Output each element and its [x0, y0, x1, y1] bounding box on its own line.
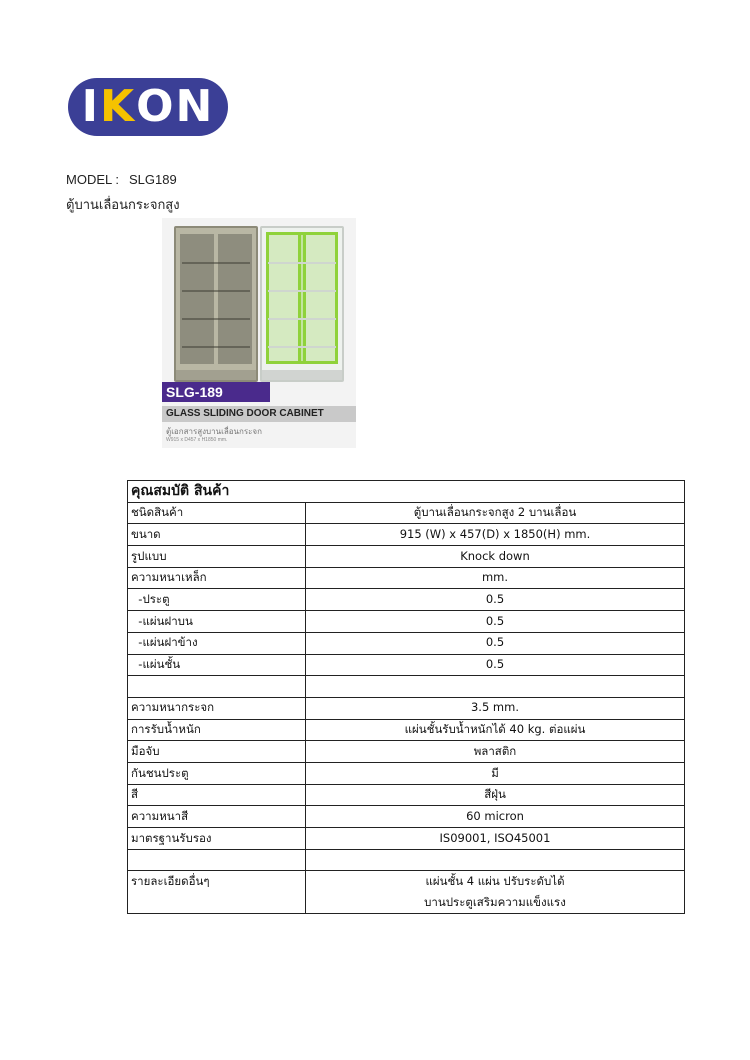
- spec-row: [128, 524, 685, 546]
- cabinet-shelf: [182, 346, 250, 348]
- spec-label: การรับน้ำหนัก: [128, 719, 306, 741]
- spec-value: Knock down: [306, 546, 685, 568]
- spec-label: [128, 849, 306, 871]
- spec-label: ขนาด: [128, 524, 306, 546]
- product-thai-caption: ตู้เอกสารสูงบานเลื่อนกระจก: [166, 427, 262, 436]
- spec-label: มาตรฐานรับรอง: [128, 828, 306, 850]
- spec-label: มือจับ: [128, 741, 306, 763]
- spec-label: [128, 892, 306, 913]
- cabinet-shelf: [182, 262, 250, 264]
- spec-label: รายละเอียดอื่นๆ: [128, 871, 306, 892]
- spec-label: -แผ่นชั้น: [128, 654, 306, 676]
- spec-row: [128, 762, 685, 784]
- spec-label: กันชนประตู: [128, 762, 306, 784]
- cabinet-shelf: [182, 318, 250, 320]
- model-line: [66, 172, 177, 187]
- spec-table: [127, 480, 685, 914]
- spec-label: [128, 676, 306, 698]
- spec-value: 0.5: [306, 589, 685, 611]
- spec-row: [128, 892, 685, 913]
- spec-row: [128, 697, 685, 719]
- logo-letters-on: ON: [136, 81, 215, 132]
- product-dimensions: W915 x D457 x H1850 mm.: [166, 437, 228, 443]
- cabinet-base: [176, 370, 256, 380]
- spec-value: มี: [306, 762, 685, 784]
- product-badge: SLG-189: [162, 382, 270, 402]
- product-image: [162, 218, 356, 448]
- cabinet-shelf: [268, 290, 336, 292]
- spec-value: 0.5: [306, 611, 685, 633]
- cabinet-shelf: [268, 262, 336, 264]
- cabinet-shelf: [268, 346, 336, 348]
- spec-row: [128, 654, 685, 676]
- product-subtitle: ตู้บานเลื่อนกระจกสูง: [66, 198, 180, 213]
- spec-row: [128, 589, 685, 611]
- spec-value: 915 (W) x 457(D) x 1850(H) mm.: [306, 524, 685, 546]
- spec-value: แผ่นชั้นรับน้ำหนักได้ 40 kg. ต่อแผ่น: [306, 719, 685, 741]
- spec-label: สี: [128, 784, 306, 806]
- spec-value: พลาสติก: [306, 741, 685, 763]
- model-label: MODEL :: [66, 172, 119, 187]
- cabinet-base: [262, 370, 342, 380]
- spec-header: คุณสมบัติ สินค้า: [128, 481, 685, 503]
- spec-row: [128, 849, 685, 871]
- logo-letter-k: K: [100, 81, 137, 132]
- green-cabinet: [260, 226, 344, 382]
- spec-row: [128, 546, 685, 568]
- spec-value: mm.: [306, 567, 685, 589]
- spec-label: -แผ่นฝาบน: [128, 611, 306, 633]
- spec-label: ความหนาเหล็ก: [128, 567, 306, 589]
- spec-value: สีฝุ่น: [306, 784, 685, 806]
- spec-row: [128, 828, 685, 850]
- spec-value: บานประตูเสริมความแข็งแรง: [306, 892, 685, 913]
- cabinet-door-right: [218, 234, 252, 364]
- spec-label: -ประตู: [128, 589, 306, 611]
- spec-row: [128, 611, 685, 633]
- spec-header-row: [128, 481, 685, 503]
- cabinet-door-right: [298, 232, 338, 364]
- spec-row: [128, 676, 685, 698]
- spec-value: แผ่นชั้น 4 แผ่น ปรับระดับได้: [306, 871, 685, 892]
- ikon-logo: [68, 78, 228, 136]
- spec-label: -แผ่นฝาข้าง: [128, 632, 306, 654]
- spec-value: 3.5 mm.: [306, 697, 685, 719]
- spec-value: [306, 676, 685, 698]
- spec-value: [306, 849, 685, 871]
- model-value: SLG189: [128, 172, 177, 187]
- spec-value: IS09001, ISO45001: [306, 828, 685, 850]
- spec-row: [128, 806, 685, 828]
- spec-row: [128, 871, 685, 892]
- spec-row: [128, 719, 685, 741]
- cabinet-door-left: [180, 234, 214, 364]
- product-caption: GLASS SLIDING DOOR CABINET: [162, 406, 356, 422]
- spec-label: ความหนากระจก: [128, 697, 306, 719]
- spec-row: [128, 502, 685, 524]
- logo-letter-i: I: [81, 81, 101, 132]
- spec-label: ความหนาสี: [128, 806, 306, 828]
- spec-row: [128, 567, 685, 589]
- cabinet-shelf: [268, 318, 336, 320]
- spec-row: [128, 741, 685, 763]
- spec-value: 0.5: [306, 632, 685, 654]
- spec-row: [128, 784, 685, 806]
- spec-label: รูปแบบ: [128, 546, 306, 568]
- spec-value: 60 micron: [306, 806, 685, 828]
- grey-cabinet: [174, 226, 258, 382]
- spec-label: ชนิดสินค้า: [128, 502, 306, 524]
- spec-value: ตู้บานเลื่อนกระจกสูง 2 บานเลื่อน: [306, 502, 685, 524]
- spec-value: 0.5: [306, 654, 685, 676]
- cabinet-shelf: [182, 290, 250, 292]
- spec-row: [128, 632, 685, 654]
